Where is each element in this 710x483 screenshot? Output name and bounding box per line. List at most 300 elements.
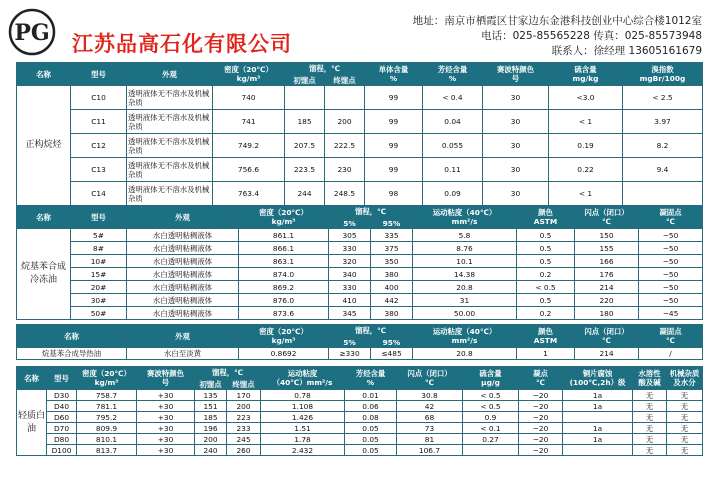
header-bromine-unit: mgBr/100g	[639, 74, 686, 83]
cell-color: < 0.5	[517, 281, 575, 294]
company-logo-icon	[8, 8, 56, 56]
header-monocyclic-label: 单体含量	[378, 65, 409, 74]
header-density	[213, 63, 285, 86]
cell-group-label: 烷基苯合成冷冻油	[17, 229, 71, 320]
header-pour-label: 凝固点	[659, 208, 682, 217]
cell-appearance: 水白透明粘稠液体	[127, 294, 239, 307]
header-p5: 5%	[329, 337, 371, 348]
cell-model: C14	[71, 182, 127, 206]
header-model: 型号	[71, 63, 127, 86]
header-monocyclic	[365, 63, 423, 86]
header-density-label: 密度（20℃）	[259, 327, 308, 336]
table-row	[17, 268, 703, 281]
cell-final: 223	[227, 412, 261, 423]
header-copper-label: 铜片腐蚀	[582, 369, 613, 378]
cell-flash: 166	[575, 255, 639, 268]
cell-impurity: 无	[667, 390, 703, 401]
cell-flash: 30.8	[397, 390, 463, 401]
header-pour-label: 凝固点	[659, 327, 682, 336]
cell-flash: 68	[397, 412, 463, 423]
cell-p5: 320	[329, 255, 371, 268]
cell-aromatic: 0.11	[423, 158, 483, 182]
header-viscosity-unit: mm²/s	[451, 336, 478, 345]
header-color-unit: ASTM	[533, 336, 558, 345]
svg-text:PG: PG	[14, 20, 50, 46]
header-viscosity	[413, 206, 517, 229]
cell-watersol: 无	[633, 434, 667, 445]
cell-density: 873.6	[239, 307, 329, 320]
cell-initial: 135	[195, 390, 227, 401]
cell-flash: 214	[575, 281, 639, 294]
cell-sulfur: 0.22	[549, 158, 623, 182]
table-row	[17, 423, 703, 434]
cell-aromatic: 0.05	[345, 445, 397, 456]
cell-pour: −20	[519, 401, 563, 412]
header-pour	[639, 325, 703, 348]
cell-appearance: 透明液体无不溶水及机械杂质	[127, 158, 213, 182]
cell-viscosity: 0.78	[261, 390, 345, 401]
cell-saybolt: +30	[137, 423, 195, 434]
cell-saybolt: +30	[137, 390, 195, 401]
cell-bromine: 3.97	[623, 110, 703, 134]
cell-group-label: 轻质白油	[17, 390, 47, 456]
table-row	[17, 412, 703, 423]
header-density-unit: kg/m³	[271, 217, 296, 226]
cell-density: 763.4	[213, 182, 285, 206]
cell-watersol: 无	[633, 390, 667, 401]
header-density-label: 密度（20℃）	[259, 208, 308, 217]
cell-p5: 345	[329, 307, 371, 320]
cell-bromine: 8.2	[623, 134, 703, 158]
header-density-label: 密度（20℃）	[224, 65, 273, 74]
cell-p95: ≤485	[371, 348, 413, 360]
cell-model: 30#	[71, 294, 127, 307]
cell-model: D40	[47, 401, 77, 412]
cell-sulfur: <3.0	[549, 86, 623, 110]
header-name: 名称	[17, 63, 71, 86]
cell-viscosity: 5.8	[413, 229, 517, 242]
header-final: 终馏点	[227, 379, 261, 390]
cell-initial: 207.5	[285, 134, 325, 158]
cell-saybolt: +30	[137, 412, 195, 423]
cell-copper: 1a	[563, 434, 633, 445]
header-aromatic-label: 芳烃含量	[437, 65, 468, 74]
cell-color: 0.5	[517, 229, 575, 242]
header-watersol	[633, 367, 667, 390]
cell-viscosity: 20.8	[413, 348, 517, 360]
cell-pour: −20	[519, 412, 563, 423]
cell-p5: 410	[329, 294, 371, 307]
header-impurity	[667, 367, 703, 390]
header-watersol-label: 水溶性	[638, 369, 661, 378]
cell-density: 741	[213, 110, 285, 134]
header-saybolt	[137, 367, 195, 390]
table-row	[17, 281, 703, 294]
table-row	[17, 307, 703, 320]
table-row	[17, 134, 703, 158]
cell-pour: −50	[639, 242, 703, 255]
header-impurity-label: 机械杂质	[669, 369, 700, 378]
header-p5: 5%	[329, 218, 371, 229]
cell-p95: 380	[371, 268, 413, 281]
cell-saybolt: 30	[483, 134, 549, 158]
cell-copper: 1a	[563, 390, 633, 401]
phone-fax: 电话：025-85565228 传真：025-85573948	[481, 30, 702, 42]
header-distill: 馏程，℃	[329, 325, 413, 337]
cell-color: 0.2	[517, 268, 575, 281]
cell-group-label: 正构烷烃	[17, 86, 71, 206]
cell-copper	[563, 412, 633, 423]
header-viscosity	[261, 367, 345, 390]
header-sulfur-label: 硫含量	[479, 369, 502, 378]
cell-appearance: 水白透明粘稠液体	[127, 242, 239, 255]
cell-copper: 1a	[563, 401, 633, 412]
cell-density: 795.2	[77, 412, 137, 423]
cell-model: 5#	[71, 229, 127, 242]
header-density-unit: kg/m³	[236, 74, 261, 83]
header-p95: 95%	[371, 218, 413, 229]
header-pour-label: 凝点	[533, 369, 548, 378]
header-initial: 初馏点	[195, 379, 227, 390]
cell-impurity: 无	[667, 412, 703, 423]
contact-person: 联系人：徐经理 13605161679	[551, 45, 702, 57]
header-model: 型号	[47, 367, 77, 390]
cell-appearance: 水白至淡黄	[127, 348, 239, 360]
light-white-oil-table	[16, 366, 703, 456]
header-density	[77, 367, 137, 390]
cell-appearance: 透明液体无不溶水及机械杂质	[127, 182, 213, 206]
cell-density: 876.0	[239, 294, 329, 307]
cell-p5: 330	[329, 242, 371, 255]
alkylbenzene-refrigeration-oil-table	[16, 205, 703, 320]
cell-saybolt: 30	[483, 86, 549, 110]
cell-color: 0.2	[517, 307, 575, 320]
cell-sulfur: 0.19	[549, 134, 623, 158]
header-viscosity-label: 运动粘度	[287, 369, 318, 378]
cell-initial: 200	[195, 434, 227, 445]
cell-sulfur: < 1	[549, 110, 623, 134]
cell-aromatic: 0.05	[345, 423, 397, 434]
cell-p95: 335	[371, 229, 413, 242]
cell-final: 200	[227, 401, 261, 412]
cell-density: 861.1	[239, 229, 329, 242]
header-model: 型号	[71, 206, 127, 229]
cell-model: C11	[71, 110, 127, 134]
cell-watersol: 无	[633, 401, 667, 412]
header-saybolt-unit: 号	[161, 378, 170, 387]
cell-density: 0.8692	[239, 348, 329, 360]
header-final: 终馏点	[325, 75, 365, 86]
header-sulfur-label: 硫含量	[574, 65, 597, 74]
cell-sulfur: < 0.5	[463, 390, 519, 401]
cell-p5: 330	[329, 281, 371, 294]
cell-monocyclic: 99	[365, 110, 423, 134]
cell-sulfur: 0.27	[463, 434, 519, 445]
cell-pour: −20	[519, 434, 563, 445]
header-saybolt	[483, 63, 549, 86]
header-saybolt-label: 赛波特颜色	[497, 65, 534, 74]
cell-density: 866.1	[239, 242, 329, 255]
cell-model: 20#	[71, 281, 127, 294]
header-impurity-unit: 及水分	[673, 378, 696, 387]
cell-final: 245	[227, 434, 261, 445]
cell-pour: −50	[639, 294, 703, 307]
cell-pour: /	[639, 348, 703, 360]
cell-model: 15#	[71, 268, 127, 281]
header-density	[239, 206, 329, 229]
cell-saybolt: +30	[137, 445, 195, 456]
cell-flash: 214	[575, 348, 639, 360]
cell-watersol: 无	[633, 423, 667, 434]
cell-model: D30	[47, 390, 77, 401]
header-flash-label: 闪点（闭口）	[584, 327, 629, 336]
contact-info	[413, 14, 702, 59]
cell-bromine	[623, 182, 703, 206]
table-header-row	[17, 206, 703, 218]
header-pour	[639, 206, 703, 229]
page-header	[0, 0, 710, 62]
cell-final: 248.5	[325, 182, 365, 206]
cell-saybolt: +30	[137, 434, 195, 445]
header-p95: 95%	[371, 337, 413, 348]
cell-watersol: 无	[633, 412, 667, 423]
cell-monocyclic: 99	[365, 158, 423, 182]
cell-model: D80	[47, 434, 77, 445]
cell-pour: −50	[639, 281, 703, 294]
cell-aromatic: 0.04	[423, 110, 483, 134]
cell-model: 8#	[71, 242, 127, 255]
cell-flash: 73	[397, 423, 463, 434]
cell-viscosity: 2.432	[261, 445, 345, 456]
cell-density: 810.1	[77, 434, 137, 445]
header-flash	[575, 206, 639, 229]
cell-aromatic: < 0.4	[423, 86, 483, 110]
cell-final: 230	[325, 158, 365, 182]
cell-density: 869.2	[239, 281, 329, 294]
header-color-label: 颜色	[538, 327, 553, 336]
cell-final: 260	[227, 445, 261, 456]
cell-monocyclic: 98	[365, 182, 423, 206]
table-row	[17, 158, 703, 182]
header-sulfur-unit: μg/g	[481, 378, 500, 387]
table-header-row	[17, 63, 703, 75]
cell-p5: 305	[329, 229, 371, 242]
cell-sulfur: < 1	[549, 182, 623, 206]
table-row	[17, 445, 703, 456]
cell-viscosity: 20.8	[413, 281, 517, 294]
header-density	[239, 325, 329, 348]
cell-density: 781.1	[77, 401, 137, 412]
header-name: 名称	[17, 325, 127, 348]
cell-final: 200	[325, 110, 365, 134]
header-bromine-label: 溴指数	[651, 65, 674, 74]
header-color	[517, 325, 575, 348]
alkylbenzene-heat-transfer-oil-table	[16, 324, 703, 360]
header-aromatic	[345, 367, 397, 390]
header-viscosity-unit: mm²/s	[451, 217, 478, 226]
table-row	[17, 110, 703, 134]
cell-appearance: 透明液体无不溶水及机械杂质	[127, 134, 213, 158]
header-flash	[575, 325, 639, 348]
cell-density: 740	[213, 86, 285, 110]
cell-flash: 155	[575, 242, 639, 255]
cell-model: C13	[71, 158, 127, 182]
cell-aromatic: 0.09	[423, 182, 483, 206]
table-row	[17, 86, 703, 110]
cell-density: 863.1	[239, 255, 329, 268]
header-color-label: 颜色	[538, 208, 553, 217]
cell-density: 756.6	[213, 158, 285, 182]
cell-bromine: 9.4	[623, 158, 703, 182]
header-name: 名称	[17, 367, 47, 390]
cell-p5: 340	[329, 268, 371, 281]
cell-flash: 220	[575, 294, 639, 307]
cell-density: 813.7	[77, 445, 137, 456]
cell-p95: 375	[371, 242, 413, 255]
cell-p5: ≥330	[329, 348, 371, 360]
cell-viscosity: 1.108	[261, 401, 345, 412]
cell-viscosity: 8.76	[413, 242, 517, 255]
cell-aromatic: 0.01	[345, 390, 397, 401]
cell-initial: 244	[285, 182, 325, 206]
cell-aromatic: 0.05	[345, 434, 397, 445]
table-row	[17, 401, 703, 412]
header-pour-unit: ℃	[536, 378, 545, 387]
header-sulfur-unit: mg/kg	[572, 74, 599, 83]
cell-initial: 196	[195, 423, 227, 434]
header-copper	[563, 367, 633, 390]
cell-pour: −20	[519, 423, 563, 434]
cell-saybolt: +30	[137, 401, 195, 412]
header-copper-unit: (100℃,2h）级	[569, 378, 626, 387]
header-distill: 馏程，℃	[329, 206, 413, 218]
header-sulfur	[549, 63, 623, 86]
header-pour-unit: ℃	[666, 217, 675, 226]
header-watersol-unit: 酸及碱	[638, 378, 661, 387]
header-viscosity	[413, 325, 517, 348]
header-appearance: 外观	[127, 206, 239, 229]
cell-model: C10	[71, 86, 127, 110]
cell-aromatic: 0.08	[345, 412, 397, 423]
cell-p95: 400	[371, 281, 413, 294]
header-flash	[397, 367, 463, 390]
cell-impurity: 无	[667, 445, 703, 456]
header-pour	[519, 367, 563, 390]
header-initial: 初馏点	[285, 75, 325, 86]
cell-monocyclic: 99	[365, 134, 423, 158]
cell-watersol: 无	[633, 445, 667, 456]
cell-flash: 176	[575, 268, 639, 281]
header-aromatic	[423, 63, 483, 86]
table-row	[17, 294, 703, 307]
header-density-unit: kg/m³	[94, 378, 119, 387]
header-flash-unit: ℃	[602, 336, 611, 345]
cell-monocyclic: 99	[365, 86, 423, 110]
header-bromine	[623, 63, 703, 86]
cell-flash: 180	[575, 307, 639, 320]
cell-appearance: 水白透明粘稠液体	[127, 255, 239, 268]
cell-appearance: 透明液体无不溶水及机械杂质	[127, 110, 213, 134]
cell-p95: 350	[371, 255, 413, 268]
cell-viscosity: 10.1	[413, 255, 517, 268]
cell-final: 222.5	[325, 134, 365, 158]
cell-density: 809.9	[77, 423, 137, 434]
cell-initial: 223.5	[285, 158, 325, 182]
cell-initial: 151	[195, 401, 227, 412]
cell-viscosity: 14.38	[413, 268, 517, 281]
cell-model: 50#	[71, 307, 127, 320]
header-appearance: 外观	[127, 325, 239, 348]
table-row	[17, 255, 703, 268]
cell-viscosity: 1.78	[261, 434, 345, 445]
header-sulfur	[463, 367, 519, 390]
header-viscosity-label: 运动粘度（40℃）	[432, 208, 497, 217]
cell-initial: 185	[285, 110, 325, 134]
header-saybolt-unit: 号	[511, 74, 520, 83]
cell-copper: 1a	[563, 423, 633, 434]
header-flash-label: 闪点（闭口）	[407, 369, 452, 378]
cell-appearance: 水白透明粘稠液体	[127, 307, 239, 320]
cell-viscosity: 50.00	[413, 307, 517, 320]
cell-final: 233	[227, 423, 261, 434]
header-flash-unit: ℃	[602, 217, 611, 226]
table-row	[17, 434, 703, 445]
cell-bromine: < 2.5	[623, 86, 703, 110]
header-pour-unit: ℃	[666, 336, 675, 345]
cell-appearance: 水白透明粘稠液体	[127, 281, 239, 294]
cell-impurity: 无	[667, 434, 703, 445]
cell-appearance: 水白透明粘稠液体	[127, 229, 239, 242]
header-color-unit: ASTM	[533, 217, 558, 226]
cell-name: 烷基苯合成导热油	[17, 348, 127, 360]
cell-appearance: 透明液体无不溶水及机械杂质	[127, 86, 213, 110]
header-viscosity-label: 运动粘度（40℃）	[432, 327, 497, 336]
cell-color: 1	[517, 348, 575, 360]
address: 地址：南京市栖霞区甘家边东金港科技创业中心综合楼1012室	[412, 15, 702, 27]
cell-final: 170	[227, 390, 261, 401]
table-row	[17, 182, 703, 206]
cell-pour: −45	[639, 307, 703, 320]
cell-aromatic: 0.055	[423, 134, 483, 158]
cell-flash: 81	[397, 434, 463, 445]
cell-model: 10#	[71, 255, 127, 268]
cell-flash: 150	[575, 229, 639, 242]
cell-model: D100	[47, 445, 77, 456]
normal-alkane-table	[16, 62, 703, 206]
cell-flash: 42	[397, 401, 463, 412]
cell-impurity: 无	[667, 423, 703, 434]
table-row	[17, 242, 703, 255]
cell-density: 758.7	[77, 390, 137, 401]
cell-pour: −20	[519, 390, 563, 401]
cell-viscosity: 1.51	[261, 423, 345, 434]
header-monocyclic-unit: %	[389, 74, 398, 83]
header-aromatic-unit: %	[448, 74, 457, 83]
cell-sulfur: < 0.1	[463, 423, 519, 434]
cell-density: 749.2	[213, 134, 285, 158]
cell-pour: −20	[519, 445, 563, 456]
cell-aromatic: 0.06	[345, 401, 397, 412]
cell-appearance: 水白透明粘稠液体	[127, 268, 239, 281]
table-row	[17, 229, 703, 242]
cell-initial: 240	[195, 445, 227, 456]
company-name: 江苏品高石化有限公司	[72, 32, 292, 56]
cell-sulfur	[463, 445, 519, 456]
table-header-row	[17, 325, 703, 337]
cell-viscosity: 1.426	[261, 412, 345, 423]
cell-copper	[563, 445, 633, 456]
table-row	[17, 390, 703, 401]
